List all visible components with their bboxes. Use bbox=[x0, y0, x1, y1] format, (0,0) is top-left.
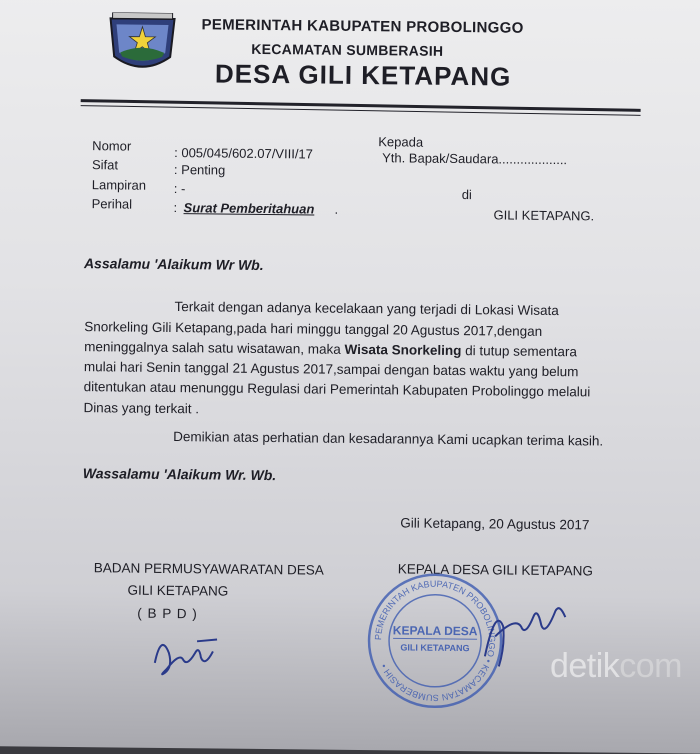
closing: Wassalamu 'Alaikum Wr. Wb. bbox=[82, 465, 277, 484]
watermark-part1: detik bbox=[549, 647, 620, 685]
letterhead-village: DESA GILI KETAPANG bbox=[214, 58, 512, 92]
kepala-desa-title: KEPALA DESA GILI KETAPANG bbox=[397, 561, 593, 579]
body-line-2: Snorkeling Gili Ketapang,pada hari minggu tanggal 20 Agustus 2017,dengan bbox=[84, 319, 543, 339]
body-line-3-c: di tutup sementara bbox=[461, 343, 578, 360]
perihal-value: Surat Pemberitahuan bbox=[183, 200, 315, 217]
body-line-3-bold: Wisata Snorkeling bbox=[344, 341, 462, 359]
body-line-5: ditentukan atau menunggu Regulasi dari Pemerintah Kabupaten Probolinggo melalui bbox=[83, 379, 591, 400]
lampiran-value: : - bbox=[173, 181, 186, 197]
stamp-ring-text: PEMERINTAH KABUPATEN PROBOLINGGO • KECAMATAN SUMBERASIH • bbox=[372, 578, 498, 703]
perihal-colon: : bbox=[173, 200, 178, 216]
lampiran-label: Lampiran bbox=[91, 177, 147, 193]
greeting: Assalamu 'Alaikum Wr Wb. bbox=[83, 255, 264, 273]
perihal-suffix: . bbox=[334, 201, 339, 217]
body-line-3-a: meninggalnya salah satu wisatawan, maka bbox=[84, 339, 345, 357]
recipient-di: di bbox=[461, 187, 472, 203]
recipient-yth: Yth. Bapak/Saudara................... bbox=[382, 150, 568, 168]
watermark-part2: com bbox=[619, 647, 682, 685]
nomor-value: : 005/045/602.07/VIII/17 bbox=[174, 145, 314, 162]
sifat-label: Sifat bbox=[91, 157, 119, 173]
body-line-1: Terkait dengan adanya kecelakaan yang terjadi di Lokasi Wisata bbox=[174, 299, 559, 319]
date-line: Gili Ketapang, 20 Agustus 2017 bbox=[400, 515, 590, 533]
letterhead-government: PEMERINTAH KABUPATEN PROBOLINGGO bbox=[201, 16, 524, 37]
body-line-4: mulai hari Senin tanggal 21 Agustus 2017,sampai dengan batas waktu yang belum bbox=[83, 359, 579, 380]
recipient-place: GILI KETAPANG. bbox=[493, 207, 595, 224]
sifat-value: : Penting bbox=[173, 162, 226, 178]
bpd-title: BADAN PERMUSYAWARATAN DESA bbox=[93, 560, 324, 578]
bpd-village: GILI KETAPANG bbox=[127, 582, 229, 599]
letterhead-district: KECAMATAN SUMBERASIH bbox=[251, 40, 444, 59]
bpd-abbrev: ( B P D ) bbox=[137, 605, 198, 622]
nomor-label: Nomor bbox=[92, 138, 132, 154]
recipient-kepada: Kepada bbox=[378, 134, 424, 150]
perihal-label: Perihal bbox=[91, 196, 133, 212]
body-thanks: Demikian atas perhatian dan kesadarannya Kami ucapkan terima kasih. bbox=[173, 429, 604, 449]
body-line-6: Dinas yang terkait . bbox=[83, 400, 200, 417]
stamp-center-village: GILI KETAPANG bbox=[400, 642, 470, 654]
regency-emblem-icon bbox=[106, 12, 179, 75]
bpd-signature-icon bbox=[147, 623, 228, 684]
stamp-center-title: KEPALA DESA bbox=[392, 623, 478, 639]
detik-watermark bbox=[550, 647, 682, 686]
